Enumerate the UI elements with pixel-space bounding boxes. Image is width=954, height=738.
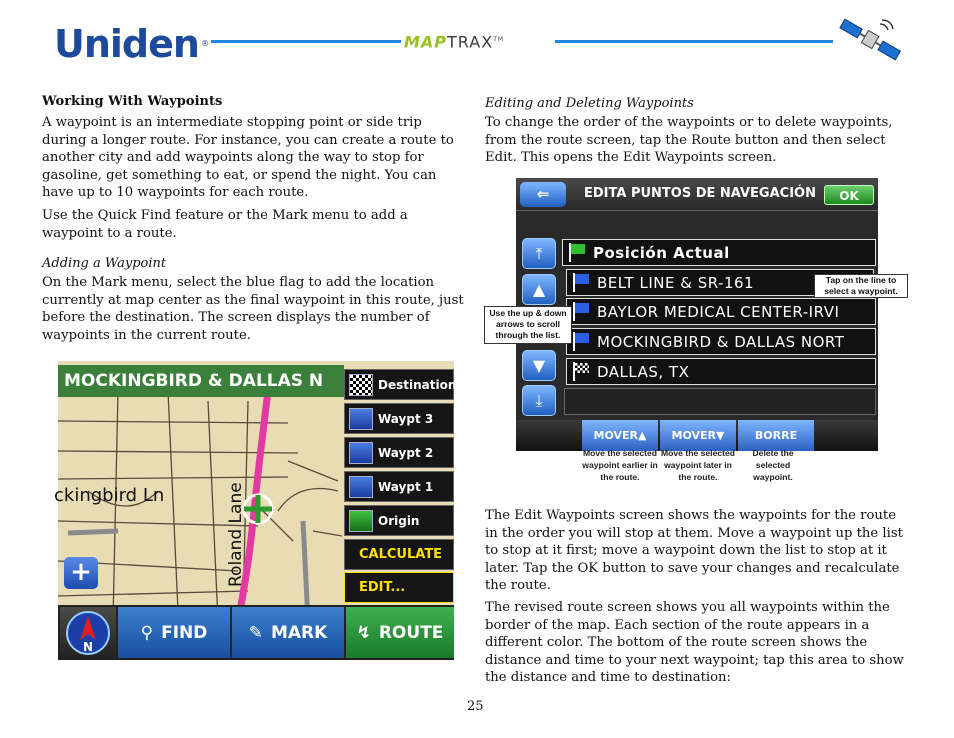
route-icon: ↯ [356, 622, 371, 643]
binoculars-icon: ⚲ [140, 622, 154, 643]
borre-button[interactable]: BORRE [738, 420, 814, 451]
page-number: 25 [467, 699, 484, 714]
down-arrow-icon: ▼ [532, 356, 546, 375]
uniden-logo [54, 22, 208, 66]
callout-scroll-arrows: Use the up & down arrows to scroll through the list. [484, 306, 572, 344]
header-rule-right [555, 40, 833, 43]
blue-flag-icon [349, 476, 373, 498]
green-flag-icon [569, 243, 585, 262]
caption-move-down: Move the selected waypoint later in the route. [660, 448, 736, 482]
back-arrow-icon: ⇐ [536, 185, 550, 203]
editing-paragraph: To change the order of the waypoints or to delete waypoints, from the route screen, tap the Route button and then select Edit. This opens the Edit Waypoints screen. [485, 115, 893, 166]
green-flag-icon [349, 510, 373, 532]
editing-subheading: Editing and Deleting Waypoints [485, 96, 694, 111]
empty-waypoint-row[interactable] [564, 388, 876, 415]
mover-down-label: MOVER [671, 429, 717, 442]
up-arrow-icon: ▲ [532, 280, 546, 299]
caption-move-up: Move the selected waypoint earlier in the route. [582, 448, 658, 482]
section-heading: Working With Waypoints [42, 94, 223, 109]
waypoint-label: BAYLOR MEDICAL CENTER-IRVI [597, 302, 840, 321]
blue-flag-icon [349, 442, 373, 464]
mark-label: MARK [270, 622, 328, 643]
registered-mark: ® [200, 39, 208, 48]
menu-waypt-3[interactable] [344, 403, 454, 434]
mover-up-label: MOVER [593, 429, 639, 442]
street-banner: MOCKINGBIRD & DALLAS N [58, 365, 344, 397]
waypoint-row[interactable] [566, 328, 876, 355]
zoom-in-button[interactable]: + [64, 557, 98, 589]
menu-origin[interactable] [344, 505, 454, 536]
menu-waypt-2-label: Waypt 2 [378, 445, 434, 460]
map-screenshot [54, 361, 457, 660]
menu-origin-label: Origin [378, 513, 420, 528]
waypoint-label: MOCKINGBIRD & DALLAS NORT [597, 332, 845, 351]
header-rule-left [211, 40, 401, 43]
caption-delete: Delete the selected waypoint. [752, 448, 794, 482]
scroll-up-button[interactable] [522, 274, 556, 305]
brand-name: Uniden [54, 22, 199, 66]
waypoint-label: DALLAS, TX [597, 362, 690, 381]
menu-destination[interactable] [344, 369, 457, 400]
menu-waypt-2[interactable] [344, 437, 454, 468]
up-triangle-icon: ▲ [638, 429, 647, 442]
checkered-flag-icon [573, 362, 589, 381]
double-up-arrow-icon: ⤒ [535, 243, 543, 263]
svg-text:N: N [82, 639, 94, 654]
blue-flag-icon [573, 302, 589, 321]
back-button[interactable] [520, 182, 566, 207]
ok-button[interactable]: OK [824, 185, 874, 205]
scroll-top-button[interactable] [522, 238, 556, 269]
calculate-button[interactable]: CALCULATE [344, 539, 454, 570]
double-down-arrow-icon: ⤓ [535, 390, 543, 410]
blue-flag-icon [573, 273, 589, 292]
quickfind-paragraph: Use the Quick Find feature or the Mark menu to add a waypoint to a route. [42, 208, 408, 241]
street-vertical-label: Roland Lane [226, 482, 246, 587]
edit-screen-paragraph: The Edit Waypoints screen shows the waypoints for the route in the order you will stop at them. Move a waypoint up the list to stop at it first; move a waypoint down the list to stop at it later. Tap the OK button to save your changes and recalculate the route. [485, 508, 903, 594]
callout-tap-line: Tap on the line to select a waypoint. [814, 274, 908, 298]
find-button[interactable] [118, 607, 230, 658]
maptrax-logo [404, 31, 504, 51]
waypoint-row[interactable] [566, 298, 876, 325]
checkered-flag-icon [349, 374, 373, 396]
scroll-down-button[interactable] [522, 350, 556, 381]
menu-destination-label: Destination [378, 377, 457, 392]
compass-icon [65, 610, 111, 656]
intro-paragraph: A waypoint is an intermediate stopping point or side trip during a longer route. For instance, you can create a route to another city and add waypoints along the way to stop for gasoline, get something to eat, or spend the night. You can have up to 10 waypoints for each route. [42, 115, 454, 201]
trademark-mark: TM [493, 36, 505, 43]
down-triangle-icon: ▼ [716, 429, 725, 442]
edit-button[interactable]: EDIT... [344, 572, 454, 603]
maptrax-trax: TRAX [447, 32, 494, 52]
adding-waypoint-paragraph: On the Mark menu, select the blue flag to add the location currently at map center as the final waypoint in this route, just before the destination. The screen displays the number of waypoints in the current route. [42, 275, 464, 343]
pin-icon: ✎ [248, 622, 263, 643]
edit-title: EDITA PUNTOS DE NAVEGACIÓN [584, 186, 816, 201]
blue-flag-icon [349, 408, 373, 430]
menu-waypt-1-label: Waypt 1 [378, 479, 434, 494]
route-button[interactable] [346, 607, 454, 658]
mark-button[interactable] [232, 607, 344, 658]
maptrax-map: MAP [404, 32, 448, 52]
menu-waypt-3-label: Waypt 3 [378, 411, 434, 426]
revised-route-paragraph: The revised route screen shows you all waypoints within the border of the map. Each section of the route appears in a different color. The bottom of the route screen shows the distance and time to your next waypoint; tap this area to show the distance and time to destination: [485, 600, 904, 686]
waypoint-row[interactable] [566, 358, 876, 385]
blue-flag-icon [573, 332, 589, 351]
waypoint-row[interactable] [562, 239, 876, 266]
waypoint-label: BELT LINE & SR-161 [597, 273, 755, 292]
waypoint-label: Posición Actual [593, 243, 730, 262]
street-label: ckingbird Ln [54, 485, 165, 506]
find-label: FIND [161, 622, 208, 643]
route-label: ROUTE [378, 622, 444, 643]
adding-waypoint-subheading: Adding a Waypoint [42, 256, 167, 271]
menu-waypt-1[interactable] [344, 471, 454, 502]
scroll-bottom-button[interactable] [522, 385, 556, 416]
satellite-icon [836, 16, 906, 64]
compass-button[interactable] [60, 607, 116, 658]
